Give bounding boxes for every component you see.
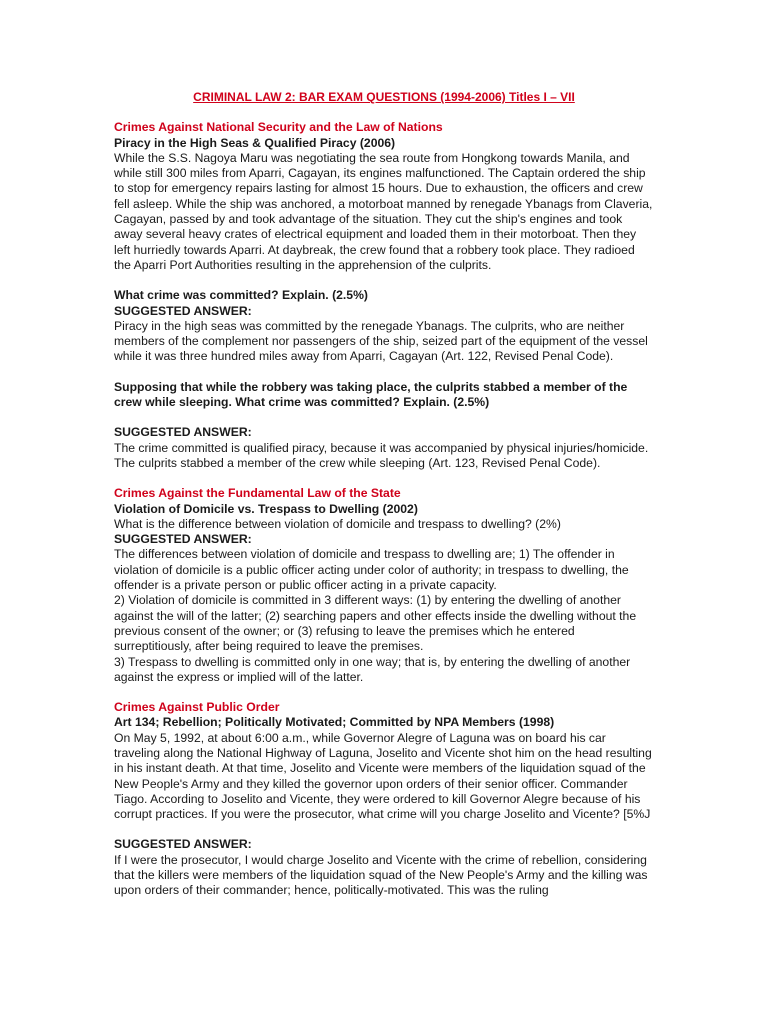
- answer-paragraph-domicile-2: 2) Violation of domicile is committed in 3 different ways: (1) by entering the dwelling of another against the will of the latter; (2) searching papers and other effects inside the dwelling without the previous consent of the owner; or (3) refusing to leave the premises which he entered surreptitiously, after being required to leave the premises.: [114, 593, 637, 654]
- facts-paragraph-rebellion: On May 5, 1992, at about 6:00 a.m., while Governor Alegre of Laguna was on board his car traveling along the National Highway of Laguna, Joselito and Vicente shot him on the head resulting in his instant death. At that time, Joselito and Vicente were members of the liquidation squad of the New People's Army and they killed the governor upon orders of their senior officer. Commander Tiago. According to Joselito and Vicente, they were ordered to kill Governor Alegre because of his corrupt practices. If you were the prosecutor, what crime will you charge Joselito and Vicente? [5%J: [114, 730, 652, 822]
- section-heading-fundamental-law: Crimes Against the Fundamental Law of the State: [114, 486, 401, 501]
- suggested-answer-label: SUGGESTED ANSWER:: [114, 425, 252, 440]
- section-heading-national-security: Crimes Against National Security and the Law of Nations: [114, 120, 443, 135]
- suggested-answer-label: SUGGESTED ANSWER:: [114, 303, 252, 318]
- suggested-answer-label: SUGGESTED ANSWER:: [114, 532, 252, 547]
- suggested-answer-label: SUGGESTED ANSWER:: [114, 837, 252, 852]
- answer-paragraph-domicile-1: The differences between violation of domicile and trespass to dwelling are; 1) The offender in violation of domicile is a public officer acting under color of authority; in trespass to dwelling, the offender is a private person or public officer acting in a private capacity.: [114, 547, 629, 593]
- section-heading-public-order: Crimes Against Public Order: [114, 700, 280, 715]
- topic-heading-piracy: Piracy in the High Seas & Qualified Piracy (2006): [114, 135, 396, 150]
- document-page: [114, 90, 654, 899]
- answer-paragraph-piracy-1: Piracy in the high seas was committed by the renegade Ybanags. The culprits, who are neither members of the complement nor passengers of the ship, seized part of the equipment of the vessel while it was three hundred miles away from Aparri, Cagayan (Art. 122, Revised Penal Code).: [114, 318, 648, 364]
- topic-heading-domicile: Violation of Domicile vs. Trespass to Dwelling (2002): [114, 501, 418, 516]
- question-piracy-1: What crime was committed? Explain. (2.5%): [114, 288, 368, 303]
- facts-paragraph-piracy: While the S.S. Nagoya Maru was negotiating the sea route from Hongkong towards Manila, and while still 300 miles from Aparri, Cagayan, its engines malfunctioned. The Captain ordered the ship to stop for emergency repairs lasting for almost 15 hours. Due to exhaustion, the officers and crew fell asleep. While the ship was anchored, a motorboat manned by renegade Ybanags from Claveria, Cagayan, passed by and took advantage of the situation. They cut the ship's engines and took away several heavy crates of electrical equipment and loaded them in their motorboat. Then they left hurriedly towards Aparri. At daybreak, the crew found that a robbery took place. They radioed the Aparri Port Authorities resulting in the apprehension of the culprits.: [114, 150, 653, 272]
- answer-paragraph-domicile-3: 3) Trespass to dwelling is committed only in one way; that is, by entering the dwelling of another against the express or implied will of the latter.: [114, 654, 631, 684]
- answer-paragraph-piracy-2: The crime committed is qualified piracy, because it was accompanied by physical injuries/homicide. The culprits stabbed a member of the crew while sleeping (Art. 123, Revised Penal Code).: [114, 440, 649, 470]
- question-domicile: What is the difference between violation of domicile and trespass to dwelling? (2%): [114, 516, 561, 531]
- question-piracy-2: Supposing that while the robbery was taking place, the culprits stabbed a member of the crew while sleeping. What crime was committed? Explain. (2.5%): [114, 379, 628, 410]
- answer-paragraph-rebellion: If I were the prosecutor, I would charge Joselito and Vicente with the crime of rebellion, considering that the killers were members of the liquidation squad of the New People's Army and the killing was upon orders of their commander; hence, politically-motivated. This was the ruling: [114, 852, 648, 898]
- topic-heading-rebellion: Art 134; Rebellion; Politically Motivated; Committed by NPA Members (1998): [114, 715, 555, 730]
- document-title: CRIMINAL LAW 2: BAR EXAM QUESTIONS (1994-2006) Titles I – VII: [193, 90, 575, 104]
